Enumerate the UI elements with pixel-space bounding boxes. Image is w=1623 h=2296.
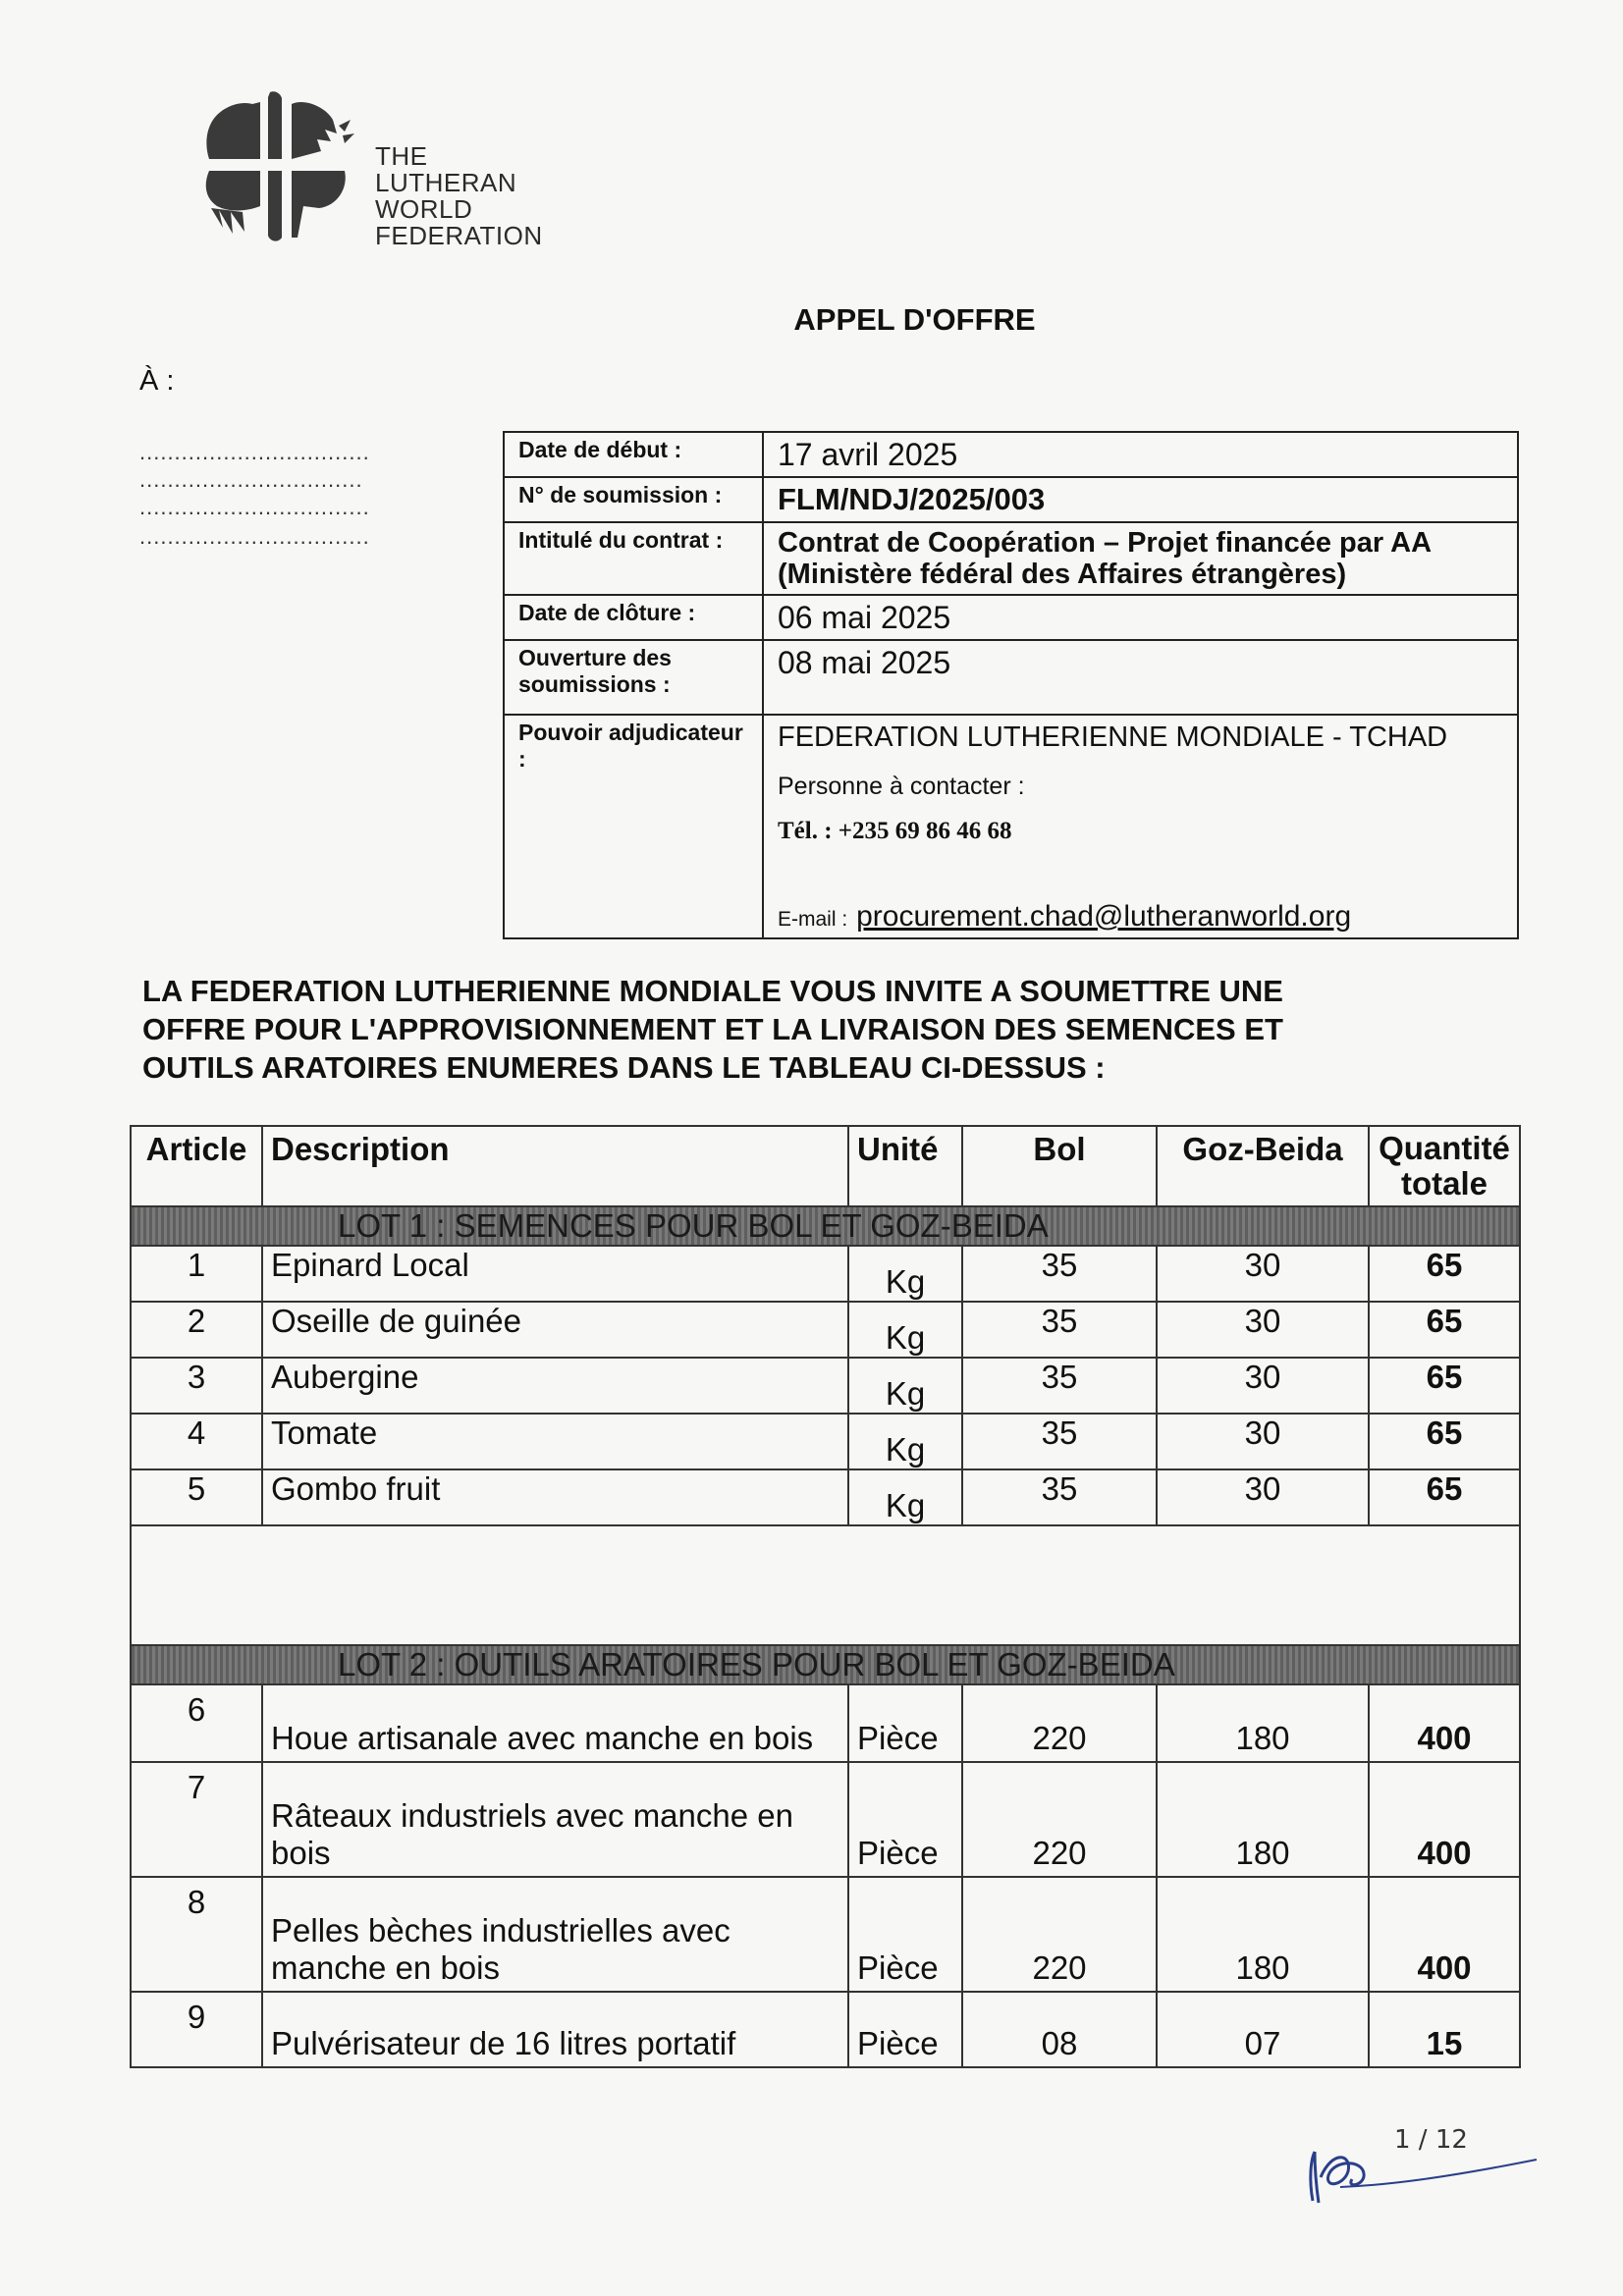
cell-bol: 35 <box>962 1414 1157 1469</box>
cell-bol: 35 <box>962 1358 1157 1414</box>
lutheran-world-federation-logo <box>201 90 358 247</box>
cell-unit: Pièce <box>848 1992 962 2067</box>
cell-goz-beida: 30 <box>1157 1302 1369 1358</box>
intro-line: OUTILS ARATOIRES ENUMERES DANS LE TABLEAU CI-DESSUS : <box>142 1050 1106 1085</box>
description-line: Houe artisanale avec manche en bois <box>271 1720 814 1756</box>
cell-total-quantity: 65 <box>1369 1358 1520 1414</box>
start-date-value: 17 avril 2025 <box>763 432 1518 477</box>
col-header-goz-beida: Goz-Beida <box>1157 1126 1369 1206</box>
lot-header-cell <box>131 1645 1520 1684</box>
info-label: Date de clôture : <box>504 595 763 640</box>
authority-cell <box>763 715 1518 938</box>
cell-description <box>262 1762 848 1877</box>
cell-goz-beida: 30 <box>1157 1358 1369 1414</box>
cell-unit: Kg <box>848 1302 962 1358</box>
intro-paragraph <box>142 972 1497 1087</box>
table-row <box>131 1414 1520 1469</box>
cell-bol: 35 <box>962 1469 1157 1525</box>
cell-goz-beida: 30 <box>1157 1469 1369 1525</box>
recipient-dotted-line: ................................. <box>139 524 370 549</box>
lot-header-row <box>131 1645 1520 1684</box>
table-row <box>131 1469 1520 1525</box>
info-row-contract-title <box>504 522 1518 595</box>
tender-info-table <box>503 431 1519 939</box>
cell-article: 1 <box>131 1246 262 1302</box>
lot-header-row <box>131 1206 1520 1246</box>
description-line: Pulvérisateur de 16 litres portatif <box>271 2025 736 2061</box>
table-row <box>131 1302 1520 1358</box>
cell-total-quantity: 65 <box>1369 1469 1520 1525</box>
authority-name: FEDERATION LUTHERIENNE MONDIALE - TCHAD <box>778 721 1448 753</box>
contract-title-line: (Ministère fédéral des Affaires étrangères) <box>778 559 1347 590</box>
cell-bol: 220 <box>962 1684 1157 1762</box>
info-row-authority <box>504 715 1518 938</box>
cell-total-quantity: 400 <box>1369 1684 1520 1762</box>
cell-total-quantity: 65 <box>1369 1414 1520 1469</box>
cell-description: Oseille de guinée <box>262 1302 848 1358</box>
cell-description <box>262 1684 848 1762</box>
cell-description: Aubergine <box>262 1358 848 1414</box>
items-table <box>130 1125 1521 2068</box>
table-row <box>131 1684 1520 1762</box>
table-row <box>131 1762 1520 1877</box>
table-row <box>131 1246 1520 1302</box>
cell-total-quantity: 65 <box>1369 1302 1520 1358</box>
cell-unit: Kg <box>848 1469 962 1525</box>
description-line: manche en bois <box>271 1949 500 1986</box>
cell-total-quantity: 15 <box>1369 1992 1520 2067</box>
cell-unit: Pièce <box>848 1684 962 1762</box>
cell-article: 4 <box>131 1414 262 1469</box>
recipient-dotted-line: ................................. <box>139 495 370 519</box>
org-name-line: THE <box>375 141 428 171</box>
cell-unit: Kg <box>848 1414 962 1469</box>
cell-description: Tomate <box>262 1414 848 1469</box>
recipient-label: À : <box>139 365 175 397</box>
col-header-total-quantity <box>1369 1126 1520 1206</box>
org-name <box>375 143 543 249</box>
cell-article: 7 <box>131 1762 262 1877</box>
cell-bol: 220 <box>962 1762 1157 1877</box>
spacer-cell <box>131 1525 1520 1645</box>
items-header-row <box>131 1126 1520 1206</box>
table-row <box>131 1877 1520 1992</box>
cell-total-quantity: 400 <box>1369 1877 1520 1992</box>
col-header-unit: Unité <box>848 1126 962 1206</box>
col-header-qty-line: totale <box>1400 1165 1488 1201</box>
closing-date-value: 06 mai 2025 <box>763 595 1518 640</box>
contact-label: Personne à contacter : <box>778 773 1025 800</box>
email-link[interactable]: procurement.chad@lutheranworld.org <box>856 900 1352 933</box>
cell-article: 5 <box>131 1469 262 1525</box>
intro-line: LA FEDERATION LUTHERIENNE MONDIALE VOUS INVITE A SOUMETTRE UNE <box>142 974 1283 1008</box>
description-line: Râteaux industriels avec manche en <box>271 1797 793 1834</box>
cell-unit: Pièce <box>848 1877 962 1992</box>
col-header-bol: Bol <box>962 1126 1157 1206</box>
col-header-qty-line: Quantité <box>1379 1130 1510 1166</box>
table-row <box>131 1992 1520 2067</box>
cell-goz-beida: 07 <box>1157 1992 1369 2067</box>
contract-title-line: Contrat de Coopération – Projet financée par AA <box>778 527 1433 559</box>
lot-header-cell <box>131 1206 1520 1246</box>
cell-goz-beida: 180 <box>1157 1877 1369 1992</box>
cell-goz-beida: 30 <box>1157 1414 1369 1469</box>
info-label: Ouverture des soumissions : <box>504 640 763 715</box>
cell-article: 6 <box>131 1684 262 1762</box>
email-label: E-mail : <box>778 908 848 931</box>
submission-no-value: FLM/NDJ/2025/003 <box>763 477 1518 522</box>
cell-article: 8 <box>131 1877 262 1992</box>
info-label: Date de début : <box>504 432 763 477</box>
table-row <box>131 1358 1520 1414</box>
opening-date-value: 08 mai 2025 <box>763 640 1518 715</box>
spacer-row <box>131 1525 1520 1645</box>
description-line: Pelles bèches industrielles avec <box>271 1912 730 1949</box>
contract-title-value <box>763 522 1518 595</box>
cell-unit: Pièce <box>848 1762 962 1877</box>
cell-article: 3 <box>131 1358 262 1414</box>
cell-unit: Kg <box>848 1358 962 1414</box>
info-label: Pouvoir adjudicateur : <box>504 715 763 938</box>
recipient-dotted-line: ................................ <box>139 467 363 492</box>
info-row-closing-date <box>504 595 1518 640</box>
cell-goz-beida: 180 <box>1157 1684 1369 1762</box>
lot2-label: LOT 2 : OUTILS ARATOIRES POUR BOL ET GOZ-BEIDA <box>338 1646 1175 1682</box>
page-number: 1 / 12 <box>1394 2125 1468 2155</box>
intro-line: OFFRE POUR L'APPROVISIONNEMENT ET LA LIVRAISON DES SEMENCES ET <box>142 1012 1283 1046</box>
info-row-opening <box>504 640 1518 715</box>
contact-phone: Tél. : +235 69 86 46 68 <box>778 818 1012 844</box>
info-row-start-date <box>504 432 1518 477</box>
cell-description: Gombo fruit <box>262 1469 848 1525</box>
cell-description <box>262 1877 848 1992</box>
cell-goz-beida: 180 <box>1157 1762 1369 1877</box>
org-name-line: WORLD <box>375 194 473 224</box>
document-title: APPEL D'OFFRE <box>793 302 1036 337</box>
cell-bol: 35 <box>962 1302 1157 1358</box>
cell-total-quantity: 400 <box>1369 1762 1520 1877</box>
org-name-line: LUTHERAN <box>375 168 517 197</box>
recipient-dotted-line: ................................. <box>139 440 370 464</box>
contact-email-row <box>778 897 1351 937</box>
cell-description <box>262 1992 848 2067</box>
cell-goz-beida: 30 <box>1157 1246 1369 1302</box>
description-line: bois <box>271 1835 331 1871</box>
cell-bol: 08 <box>962 1992 1157 2067</box>
info-label: N° de soumission : <box>504 477 763 522</box>
col-header-article: Article <box>131 1126 262 1206</box>
cell-article: 9 <box>131 1992 262 2067</box>
info-label: Intitulé du contrat : <box>504 522 763 595</box>
cell-bol: 35 <box>962 1246 1157 1302</box>
col-header-description: Description <box>262 1126 848 1206</box>
cell-article: 2 <box>131 1302 262 1358</box>
cell-total-quantity: 65 <box>1369 1246 1520 1302</box>
info-row-submission-no <box>504 477 1518 522</box>
lot1-label: LOT 1 : SEMENCES POUR BOL ET GOZ-BEIDA <box>338 1207 1049 1244</box>
org-name-line: FEDERATION <box>375 221 543 250</box>
cell-bol: 220 <box>962 1877 1157 1992</box>
cell-unit: Kg <box>848 1246 962 1302</box>
cell-description: Epinard Local <box>262 1246 848 1302</box>
